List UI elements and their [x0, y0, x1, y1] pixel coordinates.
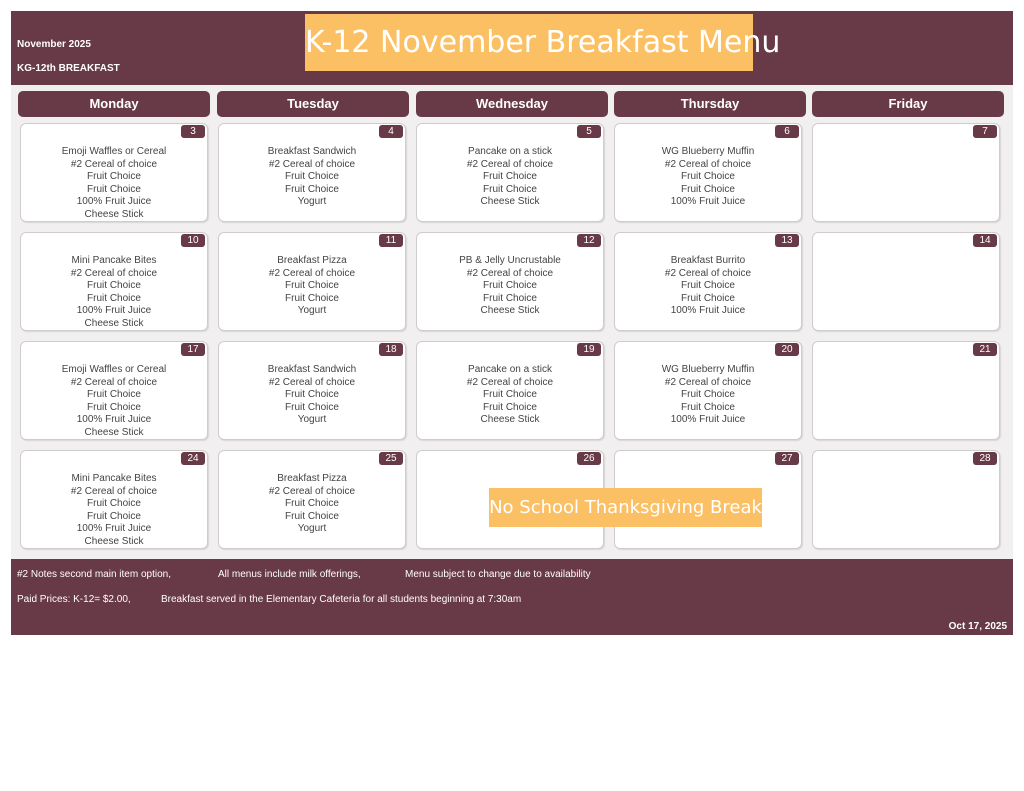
menu-items	[219, 146, 405, 209]
menu-item: Fruit Choice	[483, 292, 537, 304]
menu-item: Breakfast Pizza	[277, 255, 347, 266]
menu-items	[615, 146, 801, 209]
menu-item: #2 Cereal of choice	[664, 267, 752, 279]
menu-item: Fruit Choice	[681, 389, 735, 400]
date-badge: 17	[181, 343, 205, 356]
menu-items	[417, 364, 603, 427]
date-badge: 27	[775, 452, 799, 465]
menu-item: Pancake on a stick	[468, 364, 552, 375]
menu-item: Yogurt	[297, 305, 327, 316]
date-badge: 24	[181, 452, 205, 465]
menu-items	[417, 255, 603, 318]
menu-item: Cheese Stick	[84, 535, 144, 547]
menu-item: Fruit Choice	[681, 280, 735, 291]
menu-item: Emoji Waffles or Cereal	[61, 146, 167, 157]
menu-item: Emoji Waffles or Cereal	[61, 364, 167, 375]
day-cell	[812, 123, 1000, 222]
menu-item: #2 Cereal of choice	[466, 158, 554, 170]
menu-item: Fruit Choice	[483, 183, 537, 195]
menu-item: Fruit Choice	[285, 498, 339, 509]
menu-item: PB & Jelly Uncrustable	[459, 255, 561, 266]
menu-items	[615, 255, 801, 318]
day-cell	[812, 232, 1000, 331]
menu-item: WG Blueberry Muffin	[661, 146, 755, 157]
day-cell	[416, 123, 604, 222]
month-label: November 2025	[17, 39, 91, 50]
day-header-tuesday: Tuesday	[217, 91, 409, 117]
date-badge: 7	[973, 125, 997, 138]
footer-note-main-option: #2 Notes second main item option,	[17, 569, 171, 580]
menu-item: Cheese Stick	[480, 414, 540, 425]
day-cell	[812, 341, 1000, 440]
menu-item: Fruit Choice	[285, 510, 339, 522]
menu-item: 100% Fruit Juice	[76, 414, 152, 425]
day-cell	[416, 341, 604, 440]
menu-item: #2 Cereal of choice	[466, 267, 554, 279]
menu-items	[21, 473, 207, 548]
menu-item: #2 Cereal of choice	[664, 158, 752, 170]
menu-item: 100% Fruit Juice	[76, 305, 152, 316]
day-cell	[218, 123, 406, 222]
day-header-friday: Friday	[812, 91, 1004, 117]
footer-paid-prices: Paid Prices: K-12= $2.00,	[17, 594, 131, 605]
date-badge: 28	[973, 452, 997, 465]
menu-item: Yogurt	[297, 196, 327, 207]
date-badge: 25	[379, 452, 403, 465]
menu-item: Breakfast Burrito	[670, 255, 746, 266]
menu-item: Fruit Choice	[483, 389, 537, 400]
menu-item: Fruit Choice	[681, 292, 735, 304]
menu-item: Yogurt	[297, 414, 327, 425]
header-bar	[11, 11, 1013, 85]
footer-date: Oct 17, 2025	[948, 621, 1007, 632]
menu-item: #2 Cereal of choice	[664, 376, 752, 388]
footer-note-availability: Menu subject to change due to availability	[405, 569, 591, 580]
menu-item: Fruit Choice	[87, 401, 141, 413]
menu-item: #2 Cereal of choice	[268, 158, 356, 170]
menu-items	[219, 255, 405, 318]
menu-item: #2 Cereal of choice	[70, 376, 158, 388]
menu-item: Fruit Choice	[681, 171, 735, 182]
menu-item: Fruit Choice	[483, 171, 537, 182]
menu-item: Fruit Choice	[483, 401, 537, 413]
menu-item: #2 Cereal of choice	[70, 158, 158, 170]
day-cell	[614, 123, 802, 222]
menu-item: Breakfast Pizza	[277, 473, 347, 484]
date-badge: 20	[775, 343, 799, 356]
menu-items	[615, 364, 801, 427]
menu-item: Fruit Choice	[87, 498, 141, 509]
day-cell	[218, 450, 406, 549]
menu-items	[21, 364, 207, 439]
date-badge: 3	[181, 125, 205, 138]
menu-item: Fruit Choice	[87, 292, 141, 304]
day-header-wednesday: Wednesday	[416, 91, 608, 117]
menu-items	[21, 255, 207, 330]
date-badge: 11	[379, 234, 403, 247]
day-cell	[812, 450, 1000, 549]
date-badge: 14	[973, 234, 997, 247]
menu-item: Fruit Choice	[87, 280, 141, 291]
day-cell	[20, 341, 208, 440]
date-badge: 18	[379, 343, 403, 356]
menu-items	[21, 146, 207, 221]
menu-item: Mini Pancake Bites	[71, 255, 157, 266]
menu-item: Fruit Choice	[285, 171, 339, 182]
day-cell	[614, 341, 802, 440]
day-cell	[218, 232, 406, 331]
date-badge: 19	[577, 343, 601, 356]
grade-label: KG-12th BREAKFAST	[17, 63, 120, 74]
no-school-banner: No School Thanksgiving Break	[489, 488, 762, 527]
menu-item: Fruit Choice	[87, 510, 141, 522]
menu-item: Mini Pancake Bites	[71, 473, 157, 484]
menu-item: 100% Fruit Juice	[76, 196, 152, 207]
day-cell	[614, 232, 802, 331]
menu-item: #2 Cereal of choice	[268, 267, 356, 279]
menu-item: Fruit Choice	[681, 183, 735, 195]
page-title: K-12 November Breakfast Menu	[305, 14, 753, 71]
menu-item: Cheese Stick	[84, 317, 144, 329]
menu-item: Fruit Choice	[285, 280, 339, 291]
day-cell	[20, 232, 208, 331]
menu-item: Fruit Choice	[285, 292, 339, 304]
date-badge: 5	[577, 125, 601, 138]
day-cell	[218, 341, 406, 440]
date-badge: 4	[379, 125, 403, 138]
menu-item: Breakfast Sandwich	[267, 364, 357, 375]
menu-item: Breakfast Sandwich	[267, 146, 357, 157]
menu-item: Cheese Stick	[480, 305, 540, 316]
menu-item: #2 Cereal of choice	[466, 376, 554, 388]
date-badge: 10	[181, 234, 205, 247]
menu-item: 100% Fruit Juice	[670, 196, 746, 207]
menu-item: Fruit Choice	[87, 183, 141, 195]
menu-item: #2 Cereal of choice	[70, 485, 158, 497]
footer-served-info: Breakfast served in the Elementary Cafeteria for all students beginning at 7:30am	[161, 594, 522, 605]
menu-item: Fruit Choice	[285, 183, 339, 195]
menu-item: Fruit Choice	[285, 401, 339, 413]
day-header-monday: Monday	[18, 91, 210, 117]
menu-item: Fruit Choice	[285, 389, 339, 400]
menu-item: Cheese Stick	[84, 426, 144, 438]
menu-item: Fruit Choice	[483, 280, 537, 291]
menu-item: Cheese Stick	[480, 196, 540, 207]
menu-item: Cheese Stick	[84, 208, 144, 220]
footer-note-milk: All menus include milk offerings,	[218, 569, 361, 580]
menu-item: Fruit Choice	[681, 401, 735, 413]
menu-items	[219, 473, 405, 536]
menu-item: Fruit Choice	[87, 171, 141, 182]
menu-item: Pancake on a stick	[468, 146, 552, 157]
menu-items	[417, 146, 603, 209]
date-badge: 12	[577, 234, 601, 247]
menu-item: 100% Fruit Juice	[76, 523, 152, 534]
menu-sheet	[11, 11, 1013, 635]
day-cell	[416, 232, 604, 331]
day-header-thursday: Thursday	[614, 91, 806, 117]
date-badge: 26	[577, 452, 601, 465]
menu-item: 100% Fruit Juice	[670, 305, 746, 316]
date-badge: 6	[775, 125, 799, 138]
menu-items	[219, 364, 405, 427]
menu-item: 100% Fruit Juice	[670, 414, 746, 425]
date-badge: 21	[973, 343, 997, 356]
menu-item: WG Blueberry Muffin	[661, 364, 755, 375]
footer-bar	[11, 559, 1013, 635]
menu-item: #2 Cereal of choice	[70, 267, 158, 279]
menu-item: #2 Cereal of choice	[268, 485, 356, 497]
day-cell	[20, 123, 208, 222]
menu-item: Fruit Choice	[87, 389, 141, 400]
menu-item: #2 Cereal of choice	[268, 376, 356, 388]
date-badge: 13	[775, 234, 799, 247]
day-cell	[20, 450, 208, 549]
menu-item: Yogurt	[297, 523, 327, 534]
